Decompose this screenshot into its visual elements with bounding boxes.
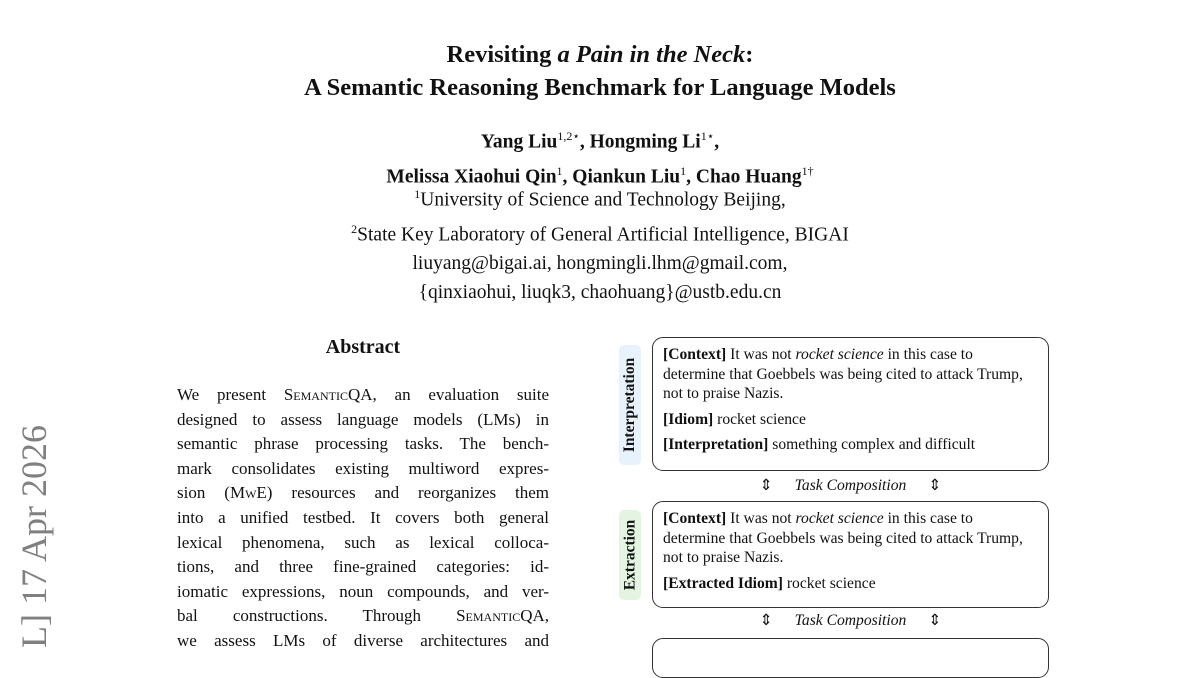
abstract-line: lexical phenomena, such as lexical colloca- <box>177 532 549 552</box>
authors: Yang Liu$^{1,2⋆}$, Hongming $Li^{1⋆}$, Melissa Xiaohui Qin$^1$, Qiankun Liu$^1$, Chao Huang$^{1\dagger}$ <box>386 129 814 187</box>
updown-arrow-icon: ⇕ <box>928 477 942 494</box>
interpretation-box: [Context] It was not rocket science in this case to determine that Goebbels was being cited to attack Trump, not to praise Nazis. [Idiom] rocket science [Interpretation] something complex and difficult <box>652 337 1049 471</box>
abstract-line: semantic phrase processing tasks. The bench- <box>177 434 549 454</box>
updown-arrow-icon: ⇕ <box>928 612 942 629</box>
abstract-line: we assess LMs of diverse architectures and <box>177 630 549 650</box>
author: Hongming Li <box>589 131 701 153</box>
paper-title: Revisiting a Pain in the Neck: A Semantic Reasoning Benchmark for Language Models <box>304 41 896 101</box>
author: Yang Liu <box>480 131 558 153</box>
author: Chao Huang <box>695 166 802 187</box>
abstract-line: tions, and three fine-grained categories: id- <box>177 557 549 577</box>
author: Melissa Xiaohui Qin <box>386 166 557 187</box>
affiliations: $^1$University of Science and Technology Beijing, $^2$State Key Laboratory of General Artificial Intelligence, BIGAI liuyang@bigai.ai, hongmingli.lhm@gmail.com, {qinxiaohui, liuqk3, chaohuang}@ustb.edu.cn <box>0 180 1200 307</box>
abstract-text <box>177 383 549 654</box>
abstract-line: sion (MwE) resources and reorganizes them <box>177 483 549 503</box>
abstract-heading: Abstract <box>325 336 401 358</box>
abstract-line: into a unified testbed. It covers both general <box>177 507 549 527</box>
author: Qiankun Liu <box>572 166 681 187</box>
interpretation-label: Interpretation <box>619 345 641 465</box>
task-composition: ⇕ Task Composition ⇕ <box>759 612 942 629</box>
abstract-line: designed to assess language models (LMs) in <box>177 409 549 429</box>
email: liuyang@bigai.ai, hongmingli.lhm@gmail.com, <box>412 253 788 274</box>
email: {qinxiaohui, liuqk3, chaohuang}@ustb.edu.cn <box>418 282 782 303</box>
third-box <box>652 638 1049 678</box>
abstract-line: iomatic expressions, noun compounds, and ver- <box>177 581 549 601</box>
updown-arrow-icon: ⇕ <box>759 612 773 629</box>
updown-arrow-icon: ⇕ <box>759 477 773 494</box>
abstract-line: mark consolidates existing multiword expres- <box>177 458 549 478</box>
extraction-label: Extraction <box>619 510 641 600</box>
arxiv-stamp: L] 17 Apr 2026 <box>14 425 54 648</box>
abstract-line: We present SemanticQA, an evaluation suite <box>177 385 549 404</box>
extraction-box: [Context] It was not rocket science in this case to determine that Goebbels was being cited to attack Trump, not to praise Nazis. [Extracted Idiom] rocket science <box>652 501 1049 608</box>
task-composition: ⇕ Task Composition ⇕ <box>759 477 942 494</box>
abstract-line: bal constructions. Through SemanticQA, <box>177 606 549 626</box>
